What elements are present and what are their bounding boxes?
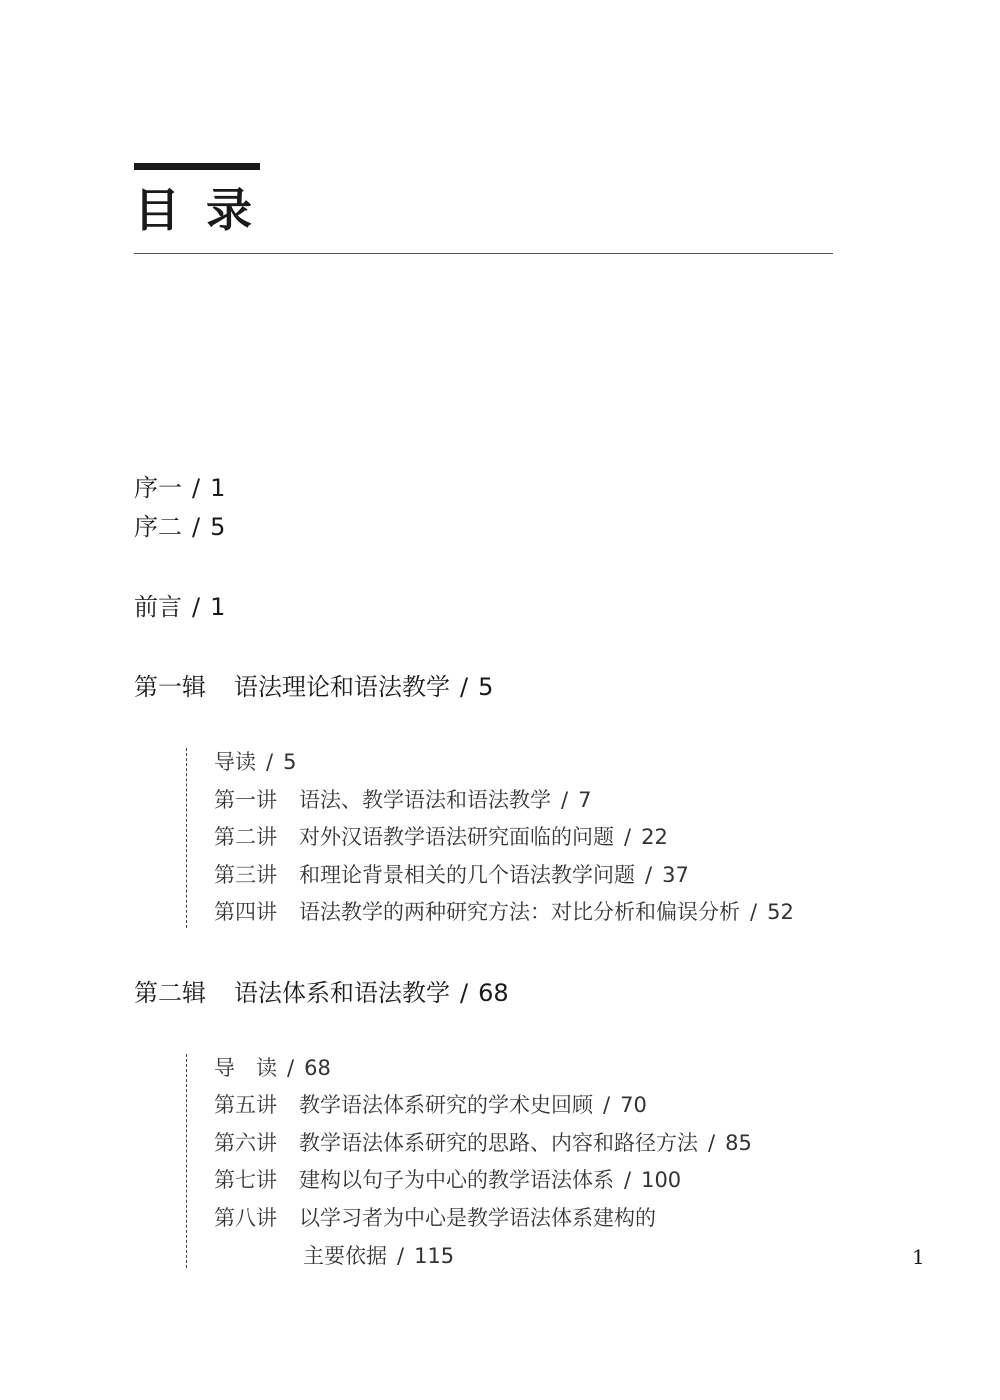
toc-section-2[interactable]	[134, 977, 509, 1009]
toc-item-2-3[interactable]	[214, 1164, 681, 1196]
section-1-dashed-line	[186, 748, 187, 928]
page-title: 目录	[134, 183, 278, 237]
item-title: 教学语法体系研究的思路、内容和路径方法	[299, 1131, 698, 1155]
item-page: 70	[620, 1093, 647, 1117]
separator: /	[266, 750, 274, 774]
separator: /	[460, 979, 469, 1007]
separator: /	[645, 863, 653, 887]
separator: /	[192, 593, 201, 621]
separator: /	[460, 673, 469, 701]
toc-entry-xu1[interactable]	[134, 472, 225, 504]
entry-label: 序一	[134, 474, 182, 502]
item-title: 和理论背景相关的几个语法教学问题	[299, 863, 635, 887]
item-title: 以学习者为中心是教学语法体系建构的	[299, 1206, 656, 1230]
toc-item-1-4[interactable]	[214, 896, 794, 928]
item-title: 教学语法体系研究的学术史回顾	[299, 1093, 593, 1117]
section-title: 语法体系和语法教学	[234, 979, 450, 1007]
title-decoration-bar	[134, 163, 260, 170]
toc-entry-preface[interactable]	[134, 591, 225, 623]
separator: /	[624, 825, 632, 849]
item-page: 52	[767, 900, 794, 924]
toc-item-2-1[interactable]	[214, 1089, 647, 1121]
toc-item-2-4-cont[interactable]	[303, 1240, 454, 1272]
item-page: 5	[283, 750, 297, 774]
toc-section-1[interactable]	[134, 671, 493, 703]
item-num: 第七讲	[214, 1168, 277, 1192]
toc-item-1-3[interactable]	[214, 859, 689, 891]
item-title-cont: 主要依据	[303, 1244, 387, 1268]
item-page: 7	[578, 788, 592, 812]
toc-item-1-0[interactable]	[214, 746, 296, 778]
entry-page: 1	[210, 593, 226, 621]
item-num: 第三讲	[214, 863, 277, 887]
separator: /	[624, 1168, 632, 1192]
entry-label: 前言	[134, 593, 182, 621]
item-num: 第二讲	[214, 825, 277, 849]
item-num: 第四讲	[214, 900, 277, 924]
toc-item-1-2[interactable]	[214, 821, 668, 853]
item-page: 22	[641, 825, 668, 849]
section-2-dashed-line	[186, 1054, 187, 1268]
item-num: 第五讲	[214, 1093, 277, 1117]
section-title: 语法理论和语法教学	[234, 673, 450, 701]
item-title: 语法教学的两种研究方法：对比分析和偏误分析	[299, 900, 740, 924]
separator: /	[192, 513, 201, 541]
separator: /	[192, 474, 201, 502]
item-page: 85	[725, 1131, 752, 1155]
toc-item-2-0[interactable]	[214, 1052, 331, 1084]
entry-page: 5	[210, 513, 226, 541]
item-page: 37	[662, 863, 689, 887]
separator: /	[287, 1056, 295, 1080]
item-title: 对外汉语教学语法研究面临的问题	[299, 825, 614, 849]
entry-page: 1	[210, 474, 226, 502]
section-page: 68	[478, 979, 509, 1007]
item-page: 115	[414, 1244, 455, 1268]
page-number: 1	[912, 1245, 925, 1269]
item-num: 第六讲	[214, 1131, 277, 1155]
item-title: 建构以句子为中心的教学语法体系	[299, 1168, 614, 1192]
section-page: 5	[478, 673, 494, 701]
item-num: 导读	[214, 750, 256, 774]
item-num: 第一讲	[214, 788, 277, 812]
title-underline	[134, 253, 833, 254]
section-label: 第二辑	[134, 979, 206, 1007]
separator: /	[708, 1131, 716, 1155]
item-page: 68	[304, 1056, 331, 1080]
toc-entry-xu2[interactable]	[134, 511, 225, 543]
toc-item-1-1[interactable]	[214, 784, 591, 816]
item-num: 第八讲	[214, 1206, 277, 1230]
separator: /	[397, 1244, 405, 1268]
item-page: 100	[641, 1168, 682, 1192]
separator: /	[603, 1093, 611, 1117]
entry-label: 序二	[134, 513, 182, 541]
toc-item-2-4[interactable]	[214, 1202, 656, 1234]
item-title: 语法、教学语法和语法教学	[299, 788, 551, 812]
separator: /	[750, 900, 758, 924]
toc-item-2-2[interactable]	[214, 1127, 752, 1159]
section-label: 第一辑	[134, 673, 206, 701]
separator: /	[561, 788, 569, 812]
item-num: 导 读	[214, 1056, 277, 1080]
